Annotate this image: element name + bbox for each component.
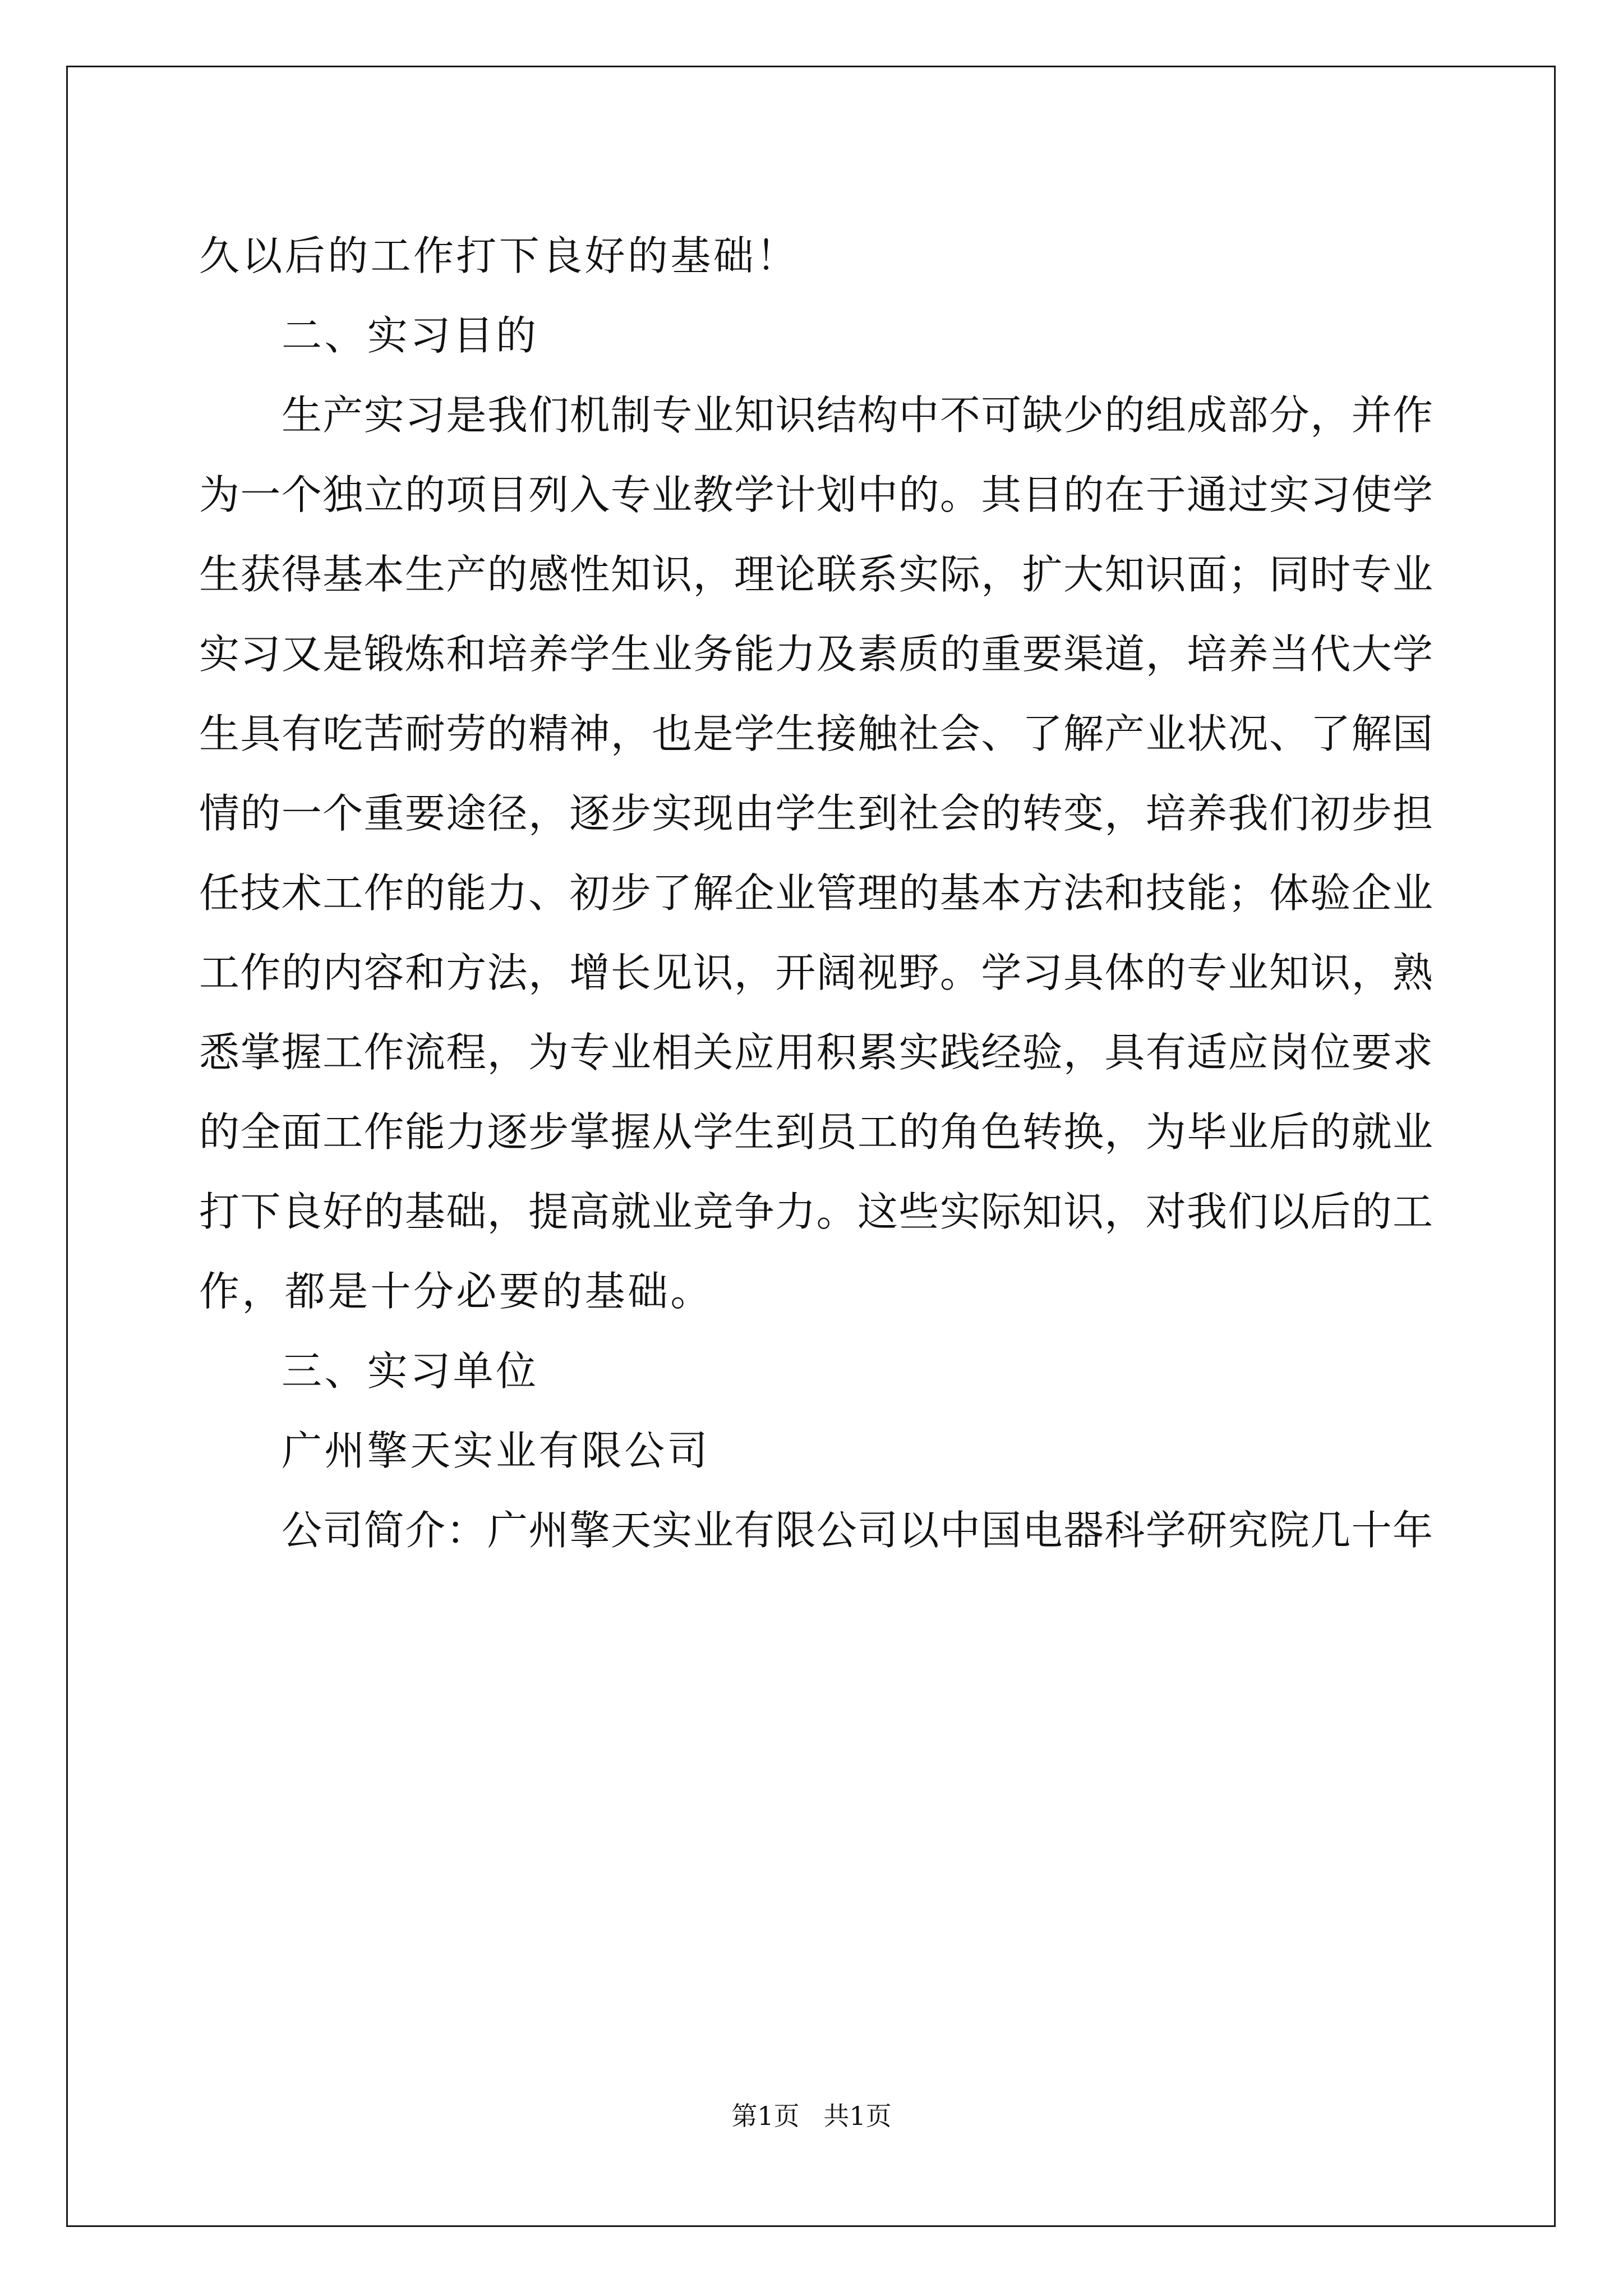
text-line-14: 作，都是十分必要的基础。 [199, 1268, 713, 1315]
text-line-12: 的全面工作能力逐步掌握从学生到员工的角色转换，为毕业后的就业 [199, 1108, 1433, 1156]
text-line-1: 久以后的工作打下良好的基础！ [199, 232, 799, 279]
text-line-5: 生获得基本生产的感性知识，理论联系实际，扩大知识面；同时专业 [199, 551, 1433, 598]
text-line-10: 工作的内容和方法，增长见识，开阔视野。学习具体的专业知识，熟 [199, 949, 1433, 996]
text-line-9: 任技术工作的能力、初步了解企业管理的基本方法和技能；体验企业 [199, 869, 1433, 917]
company-intro-line: 公司简介：广州擎天实业有限公司以中国电器科学研究院几十年 [282, 1507, 1433, 1554]
text-line-4: 为一个独立的项目列入专业教学计划中的。其目的在于通过实习使学 [199, 471, 1433, 518]
section-heading-purpose: 二、实习目的 [282, 312, 539, 359]
page-total: 共1页 [823, 2101, 892, 2131]
page-footer [0, 2099, 1623, 2133]
company-name: 广州擎天实业有限公司 [282, 1427, 711, 1474]
document-body [199, 216, 1433, 1570]
text-line-3: 生产实习是我们机制专业知识结构中不可缺少的组成部分，并作 [282, 392, 1433, 439]
text-line-13: 打下良好的基础，提高就业竞争力。这些实际知识，对我们以后的工 [199, 1188, 1433, 1235]
text-line-8: 情的一个重要途径，逐步实现由学生到社会的转变，培养我们初步担 [199, 790, 1433, 837]
text-line-11: 悉掌握工作流程，为专业相关应用积累实践经验，具有适应岗位要求 [199, 1029, 1433, 1076]
text-line-7: 生具有吃苦耐劳的精神，也是学生接触社会、了解产业状况、了解国 [199, 710, 1433, 757]
text-line-6: 实习又是锻炼和培养学生业务能力及素质的重要渠道，培养当代大学 [199, 631, 1433, 678]
page-number: 第1页 [731, 2101, 800, 2131]
section-heading-unit: 三、实习单位 [282, 1347, 539, 1395]
